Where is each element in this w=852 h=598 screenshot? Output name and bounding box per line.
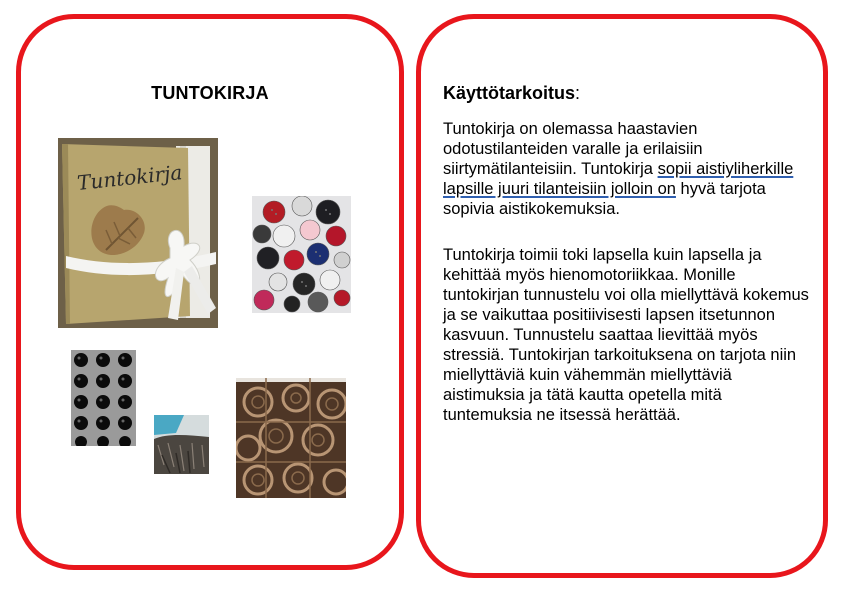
- paragraph-purpose: Tuntokirja on olemassa haastavien odotustilanteiden varalle ja erilaisiin siirtymätilanteisiin. Tuntokirja sopii aistiyliherkille lapsille juuri tilanteisiin jolloin on hyvä tarjota sopivia aistikokemuksia.: [443, 120, 794, 218]
- section-heading: Käyttötarkoitus:: [443, 83, 581, 103]
- buttons-photo: [252, 196, 351, 313]
- tuntokirja-book-photo: [58, 138, 218, 328]
- card-right: [416, 14, 828, 578]
- fur-photo: [154, 415, 209, 474]
- black-buttons-photo: [71, 350, 136, 446]
- paragraph-benefits: Tuntokirja toimii toki lapsella kuin lapsella ja kehittää myös hienomotoriikkaa. Monille tuntokirjan tunnustelu voi olla miellyttävä kokemus ja se vaikuttaa positiivisesti lapsen itsetunnon kasvuun. Tunnustelu saattaa lievittää myös stressiä. Tuntokirjan tarkoituksena on tarjota niin miellyttäviä kuin vähemmän miellyttäviä aistimuksia ja tätä kautta opetella mitä tuntemuksia ne itsessä herättää.: [443, 246, 809, 424]
- card-left: [16, 14, 404, 570]
- card-title: TUNTOKIRJA: [151, 83, 269, 103]
- underlined-phrase: sopii aistiyliherkille lapsille juuri tilanteisiin jolloin on: [443, 160, 794, 198]
- lace-photo: [236, 378, 346, 498]
- book-cover-text: Tuntokirja: [76, 160, 184, 195]
